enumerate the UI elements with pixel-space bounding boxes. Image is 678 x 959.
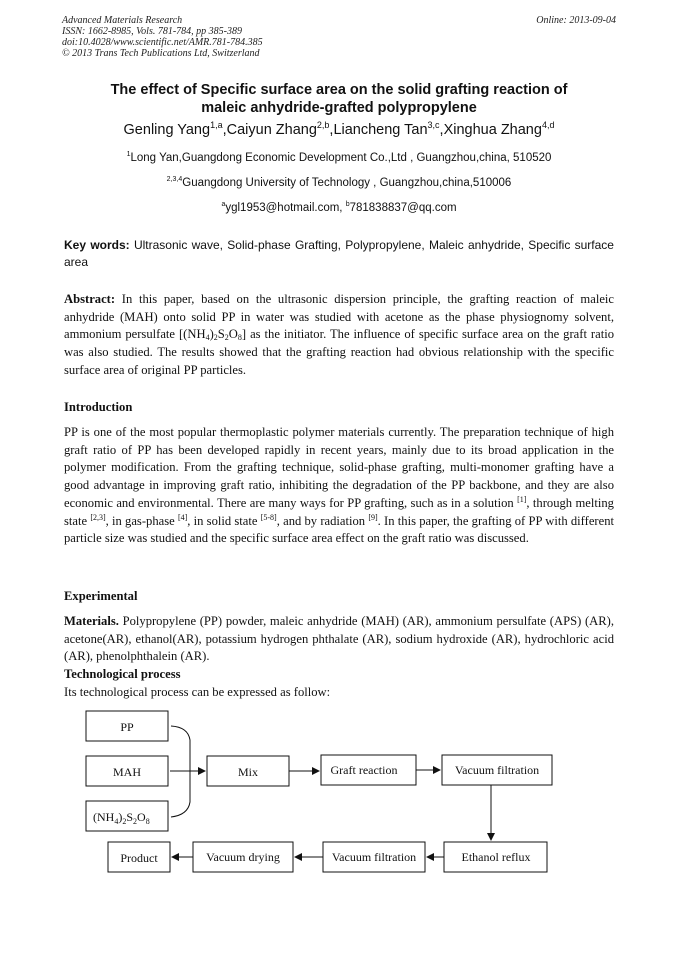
author-sep: , bbox=[222, 122, 227, 138]
aps-part: S bbox=[126, 810, 134, 824]
subheading-technological-process: Technological process bbox=[64, 667, 181, 681]
author-sup: 4,d bbox=[541, 120, 555, 130]
subscript: 2 bbox=[224, 333, 229, 343]
label-ethanol-reflux: Ethanol reflux bbox=[461, 850, 531, 864]
label-mah: MAH bbox=[112, 765, 142, 779]
author-sep: , bbox=[439, 122, 444, 138]
issn-line: ISSN: 1662-8985, Vols. 781-784, pp 385-389 bbox=[62, 26, 242, 37]
subscript: 2 bbox=[213, 333, 218, 343]
label-pp: PP bbox=[120, 720, 134, 734]
abstract-text: ) bbox=[209, 327, 214, 342]
keywords-label: Key words: bbox=[64, 238, 130, 252]
abstract-text: In this paper, based on the ultrasonic dispersion principle, the grafting reaction of maleic anhydride (MAH) onto solid PP in water was studied with acetone as the phase physiognomy solvent, ammonium persulfate [(NH bbox=[64, 292, 614, 342]
journal-name: Advanced Materials Research bbox=[62, 15, 183, 26]
affiliation-sup: 2,3,4 bbox=[166, 176, 183, 183]
aps-sub: 4 bbox=[114, 817, 119, 826]
intro-text: , through melting state bbox=[64, 495, 614, 528]
author-sep: , bbox=[329, 122, 334, 138]
keywords-text: Ultrasonic wave, Solid-phase Grafting, Polypropylene, Maleic anhydride, Specific surface area bbox=[64, 238, 614, 269]
copyright-line: © 2013 Trans Tech Publications Ltd, Switzerland bbox=[62, 48, 260, 59]
aps-sub: 2 bbox=[122, 817, 127, 826]
aps-part: (NH bbox=[93, 810, 115, 824]
abstract-label: Abstract: bbox=[64, 292, 116, 306]
section-heading-introduction: Introduction bbox=[64, 400, 133, 414]
author-name: Genling Yang bbox=[123, 122, 211, 138]
materials-text: Polypropylene (PP) powder, maleic anhydride (MAH) (AR), ammonium persulfate (APS) (AR), acetone(AR), ethanol(AR), potassium hydrogen phthalate (AR), sodium hydroxide (AR), hydrochloric acid (AR), phenolphthalein (AR). bbox=[64, 614, 614, 664]
abstract-text: S bbox=[217, 327, 225, 342]
email-sup: b bbox=[345, 201, 350, 208]
citation[interactable]: [4] bbox=[177, 512, 188, 522]
author-sup: 3,c bbox=[427, 120, 440, 130]
label-vacuum-filtration-2: Vacuum filtration bbox=[331, 850, 417, 864]
label-mix: Mix bbox=[237, 765, 259, 779]
author-sup: 2,b bbox=[316, 120, 330, 130]
citation[interactable]: [5-8] bbox=[260, 512, 277, 522]
intro-text: , and by radiation bbox=[276, 513, 369, 528]
citation[interactable]: [2,3] bbox=[90, 512, 106, 522]
author-name: Liancheng Tan bbox=[333, 122, 428, 138]
aps-sub: 8 bbox=[145, 817, 150, 826]
label-product: Product bbox=[120, 851, 158, 865]
email-link[interactable]: 781838837@qq.com bbox=[349, 202, 457, 214]
subscript: 8 bbox=[237, 333, 242, 343]
author-sup: 1,a bbox=[210, 120, 223, 130]
citation[interactable]: [1] bbox=[517, 494, 527, 504]
abstract-text: ] as the initiator. The influence of specific surface area on the graft ratio was also studied. The results showed that the grafting reaction had obvious relationship with the specific surface area of original PP particles. bbox=[64, 327, 615, 377]
label-vacuum-filtration-1: Vacuum filtration bbox=[454, 763, 540, 777]
section-heading-experimental: Experimental bbox=[64, 589, 138, 603]
intro-text: , in solid state bbox=[187, 513, 261, 528]
aps-part: O bbox=[137, 810, 146, 824]
aps-part: ) bbox=[118, 810, 123, 824]
affiliation-text: Guangdong University of Technology , Guangzhou,china,510006 bbox=[182, 177, 512, 189]
email-link[interactable]: ygl1953@hotmail.com, bbox=[225, 202, 346, 214]
label-aps bbox=[93, 810, 150, 826]
process-intro: Its technological process can be expressed as follow: bbox=[64, 685, 331, 699]
affiliation-sup: 1 bbox=[126, 151, 131, 158]
title-line-2: maleic anhydride-grafted polypropylene bbox=[201, 100, 477, 116]
email-sup: a bbox=[221, 201, 226, 208]
abstract-text: O bbox=[228, 327, 238, 342]
doi-line: doi:10.4028/www.scientific.net/AMR.781-784.385 bbox=[62, 37, 263, 48]
intro-text: PP is one of the most popular thermoplastic polymer materials currently. The preparation technique of high graft ratio of PP has been developed rapidly in recent years, mainly due to its broad application in the polymer modification. From the grafting technique, solid-phase grafting, multi-monomer grafting have a good advantage in improving graft ratio, inhibiting the degradation of the PP backbone, and they are also economic and environmental. There are many ways for PP grafting, such as in a solution bbox=[64, 425, 614, 510]
label-vacuum-drying: Vacuum drying bbox=[206, 850, 280, 864]
online-date: Online: 2013-09-04 bbox=[536, 15, 616, 26]
subscript: 4 bbox=[205, 333, 210, 343]
aps-sub: 2 bbox=[133, 817, 138, 826]
intro-text: . In this paper, the grafting of PP with different particle size was studied and the specific surface area effect on the graft ratio was discussed. bbox=[64, 513, 615, 546]
intro-text: , in gas-phase bbox=[105, 513, 178, 528]
author-name: Caiyun Zhang bbox=[226, 122, 317, 138]
citation[interactable]: [9] bbox=[368, 512, 378, 522]
affiliation-text: Long Yan,Guangdong Economic Development Co.,Ltd , Guangzhou,china, 510520 bbox=[130, 152, 552, 164]
materials-label: Materials. bbox=[64, 614, 119, 628]
label-graft-reaction: Graft reaction bbox=[330, 763, 398, 777]
title-line-1: The effect of Specific surface area on the solid grafting reaction of bbox=[110, 82, 568, 98]
author-name: Xinghua Zhang bbox=[443, 122, 542, 138]
